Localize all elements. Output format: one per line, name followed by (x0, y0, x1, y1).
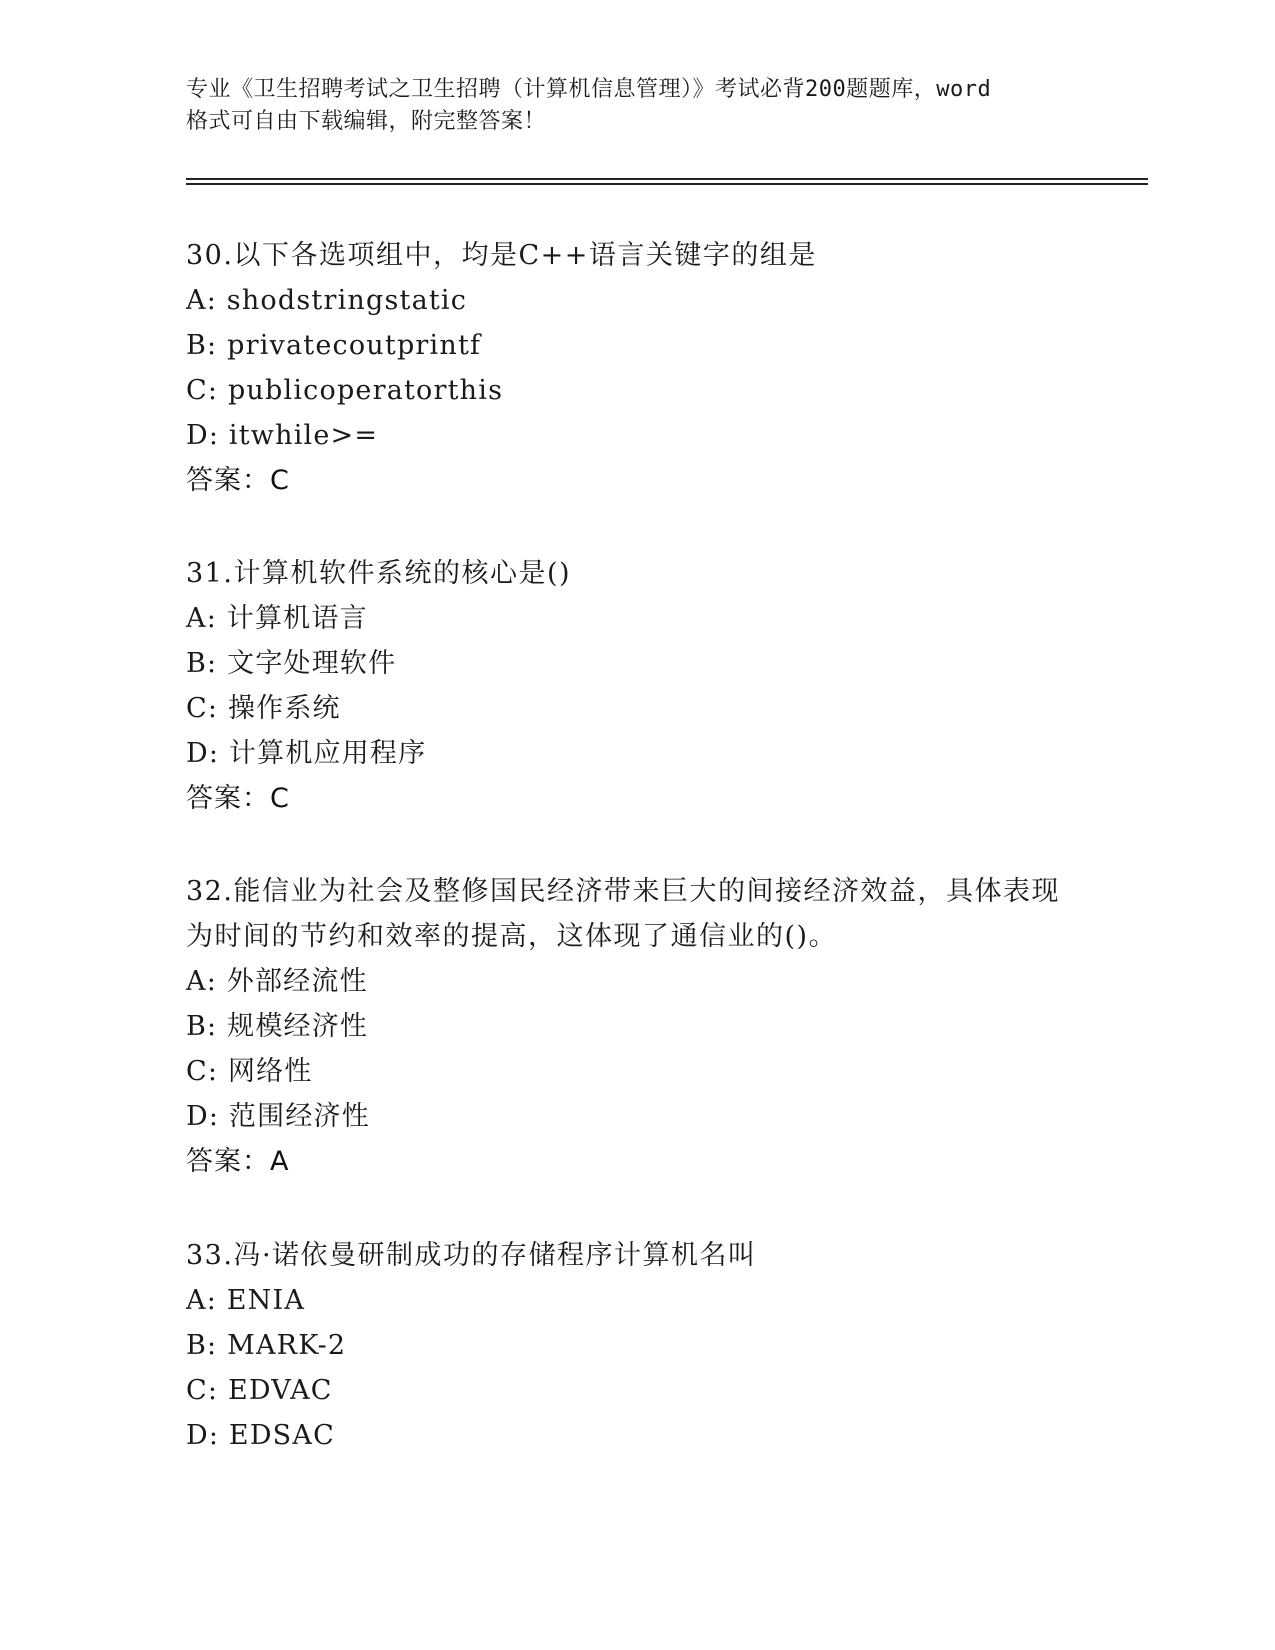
question-32 (186, 869, 1086, 1184)
header-divider-bottom (186, 183, 1148, 185)
option-d: D: itwhile>= (186, 420, 379, 451)
option-c: C: 操作系统 (186, 693, 341, 724)
option-c: C: 网络性 (186, 1056, 313, 1087)
question-33 (186, 1233, 1086, 1458)
answer-line: 答案：C (186, 465, 290, 496)
question-text: 31.计算机软件系统的核心是() (186, 558, 572, 589)
option-a: A: 计算机语言 (186, 603, 368, 634)
question-text: 33.冯·诺依曼研制成功的存储程序计算机名叫 (186, 1240, 757, 1271)
answer-line: 答案：C (186, 783, 290, 814)
option-b: B: 规模经济性 (186, 1011, 369, 1042)
question-text: 30.以下各选项组中，均是C++语言关键字的组是 (186, 240, 817, 271)
option-b: B: MARK-2 (186, 1330, 347, 1361)
option-a: A: ENIA (186, 1285, 306, 1316)
question-text: 32.能信业为社会及整修国民经济带来巨大的间接经济效益，具体表现为时间的节约和效率的提高，这体现了通信业的()。 (186, 876, 1060, 952)
option-b: B: 文字处理软件 (186, 648, 397, 679)
option-b: B: privatecoutprintf (186, 330, 482, 361)
option-c: C: publicoperatorthis (186, 375, 504, 406)
question-31 (186, 551, 1086, 821)
option-d: D: 范围经济性 (186, 1101, 370, 1132)
question-30 (186, 233, 1086, 503)
option-c: C: EDVAC (186, 1375, 333, 1406)
answer-line: 答案：A (186, 1146, 290, 1177)
header-line-1: 专业《卫生招聘考试之卫生招聘（计算机信息管理）》考试必背200题题库，word (186, 77, 992, 102)
header-line-2: 格式可自由下载编辑，附完整答案！ (186, 109, 547, 134)
option-d: D: EDSAC (186, 1420, 335, 1451)
option-a: A: shodstringstatic (186, 285, 468, 316)
header-divider-top (186, 178, 1148, 180)
document-header (186, 74, 1086, 138)
option-a: A: 外部经流性 (186, 966, 368, 997)
option-d: D: 计算机应用程序 (186, 738, 427, 769)
